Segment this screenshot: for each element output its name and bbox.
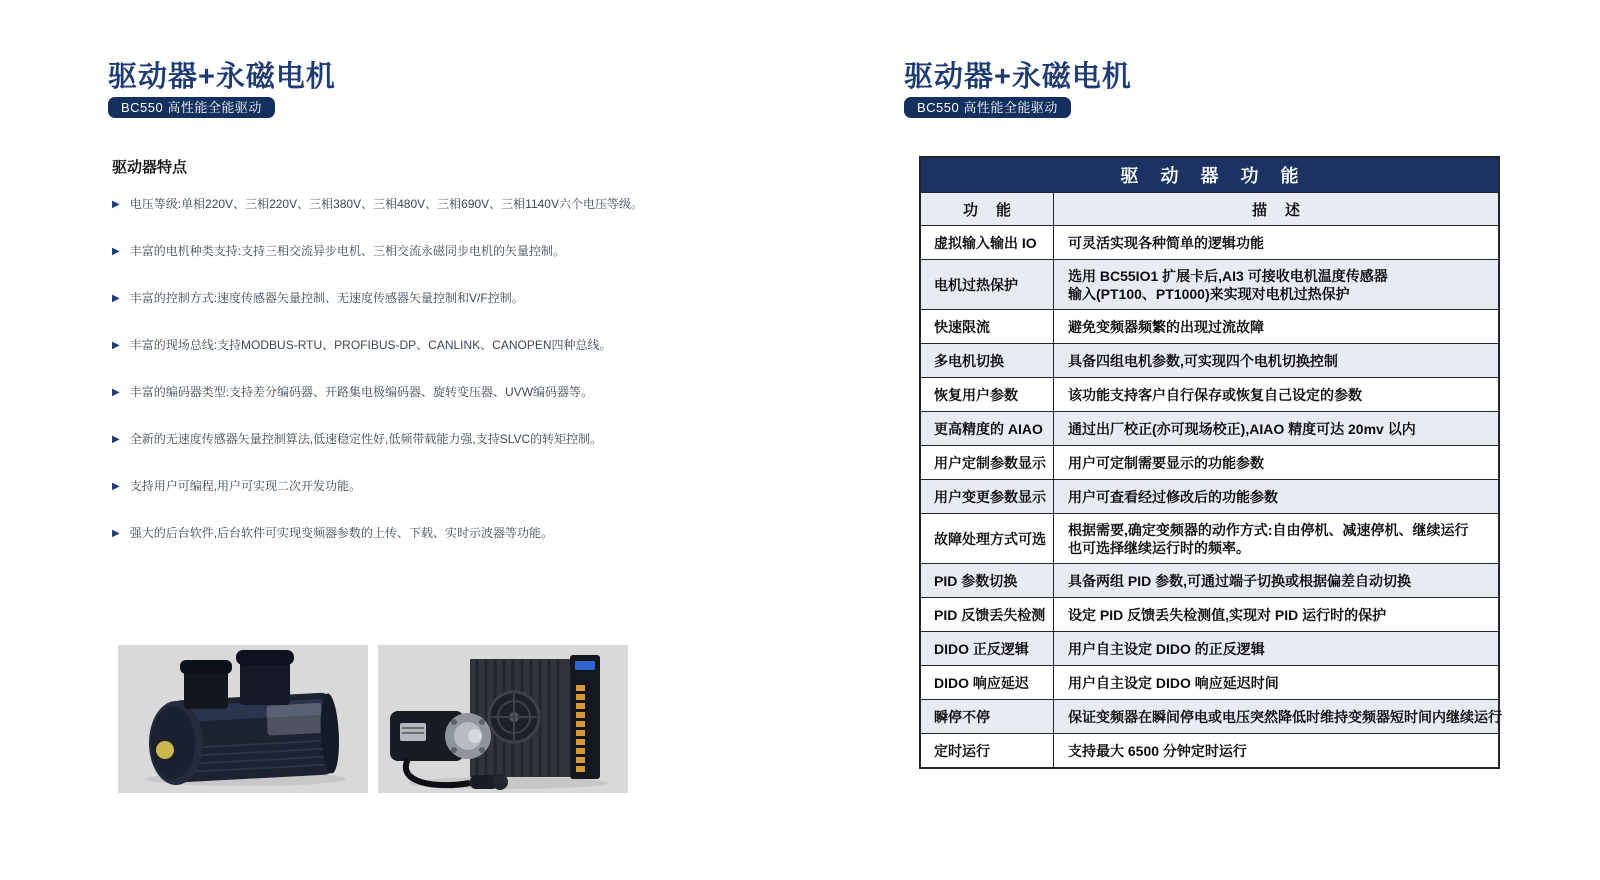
feature-item (112, 197, 672, 212)
function-cell: 故障处理方式可选 (921, 514, 1054, 563)
table-row (921, 513, 1498, 563)
feature-text: 强大的后台软件,后台软件可实现变频器参数的上传、下载、实时示波器等功能。 (129, 526, 554, 540)
triangle-bullet-icon: ▶ (112, 387, 120, 398)
column-header-description: 描述 (1251, 201, 1318, 219)
motor-photo (118, 645, 368, 793)
feature-item (112, 526, 672, 541)
function-cell: PID 参数切换 (921, 564, 1054, 597)
function-cell: PID 反馈丢失检测 (921, 598, 1054, 631)
drive-functions-table (919, 156, 1500, 769)
table-row (921, 225, 1498, 259)
table-title: 驱动器功能 (921, 158, 1498, 192)
feature-text: 全新的无速度传感器矢量控制算法,低速稳定性好,低频带载能力强,支持SLVC的转矩控制。 (129, 432, 603, 446)
description-cell: 具备两组 PID 参数,可通过端子切换或根据偏差自动切换 (1068, 572, 1412, 589)
description-cell: 用户自主设定 DIDO 响应延迟时间 (1068, 674, 1279, 691)
feature-text: 丰富的编码器类型:支持差分编码器、开路集电极编码器、旋转变压器、UVW编码器等。 (129, 385, 594, 399)
triangle-bullet-icon: ▶ (112, 246, 120, 257)
triangle-bullet-icon: ▶ (112, 199, 120, 210)
feature-item (112, 338, 672, 353)
function-cell: 恢复用户参数 (921, 378, 1054, 411)
feature-text: 丰富的电机种类支持:支持三相交流异步电机、三相交流永磁同步电机的矢量控制。 (129, 244, 566, 258)
description-cell: 设定 PID 反馈丢失检测值,实现对 PID 运行时的保护 (1068, 606, 1387, 623)
description-cell: 选用 BC55IO1 扩展卡后,AI3 可接收电机温度传感器 输入(PT100、PT1000)来实现对电机过热保护 (1068, 267, 1388, 302)
triangle-bullet-icon: ▶ (112, 528, 120, 539)
features-list (112, 197, 672, 573)
table-row (921, 597, 1498, 631)
right-page-title: 驱动器+永磁电机 (904, 61, 1132, 93)
description-cell: 支持最大 6500 分钟定时运行 (1068, 742, 1247, 759)
table-row (921, 377, 1498, 411)
feature-item (112, 291, 672, 306)
table-header-row (921, 192, 1498, 225)
motor-drive-photo (378, 645, 628, 793)
function-cell: 虚拟输入输出 IO (921, 226, 1054, 259)
description-cell: 用户可查看经过修改后的功能参数 (1068, 488, 1278, 505)
left-product-badge: BC550 高性能全能驱动 (108, 97, 275, 118)
function-cell: 用户变更参数显示 (921, 480, 1054, 513)
function-cell: 用户定制参数显示 (921, 446, 1054, 479)
table-row (921, 411, 1498, 445)
triangle-bullet-icon: ▶ (112, 293, 120, 304)
function-cell: DIDO 响应延迟 (921, 666, 1054, 699)
left-page-title: 驱动器+永磁电机 (108, 61, 336, 93)
description-cell: 通过出厂校正(亦可现场校正),AIAO 精度可达 20mv 以内 (1068, 420, 1416, 437)
table-body (921, 225, 1502, 767)
table-row (921, 445, 1498, 479)
table-row (921, 309, 1498, 343)
triangle-bullet-icon: ▶ (112, 481, 120, 492)
feature-item (112, 432, 672, 447)
description-cell: 根据需要,确定变频器的动作方式:自由停机、减速停机、继续运行 也可选择继续运行时的频率。 (1068, 521, 1469, 556)
function-cell: 瞬停不停 (921, 700, 1054, 733)
function-cell: 更高精度的 AIAO (921, 412, 1054, 445)
table-row (921, 479, 1498, 513)
triangle-bullet-icon: ▶ (112, 340, 120, 351)
table-row (921, 665, 1498, 699)
feature-text: 丰富的现场总线:支持MODBUS-RTU、PROFIBUS-DP、CANLINK、CANOPEN四种总线。 (129, 338, 612, 352)
function-cell: 电机过热保护 (921, 260, 1054, 309)
description-cell: 保证变频器在瞬间停电或电压突然降低时维持变频器短时间内继续运行 (1068, 708, 1502, 725)
feature-item (112, 244, 672, 259)
features-section-title: 驱动器特点 (112, 159, 188, 176)
feature-text: 丰富的控制方式:速度传感器矢量控制、无速度传感器矢量控制和V/F控制。 (129, 291, 524, 305)
feature-item (112, 479, 672, 494)
feature-item (112, 385, 672, 400)
description-cell: 用户自主设定 DIDO 的正反逻辑 (1068, 640, 1265, 657)
description-cell: 避免变频器频繁的出现过流故障 (1068, 318, 1264, 335)
product-photos (118, 645, 628, 793)
table-row (921, 343, 1498, 377)
table-row (921, 563, 1498, 597)
right-product-badge: BC550 高性能全能驱动 (904, 97, 1071, 118)
feature-text: 支持用户可编程,用户可实现二次开发功能。 (129, 479, 362, 493)
description-cell: 可灵活实现各种简单的逻辑功能 (1068, 234, 1264, 251)
triangle-bullet-icon: ▶ (112, 434, 120, 445)
function-cell: DIDO 正反逻辑 (921, 632, 1054, 665)
function-cell: 快速限流 (921, 310, 1054, 343)
description-cell: 具备四组电机参数,可实现四个电机切换控制 (1068, 352, 1338, 369)
column-header-function: 功能 (921, 193, 1054, 225)
feature-text: 电压等级:单相220V、三相220V、三相380V、三相480V、三相690V、三相1140V六个电压等级。 (129, 197, 643, 211)
table-row (921, 259, 1498, 309)
table-row (921, 699, 1502, 733)
function-cell: 多电机切换 (921, 344, 1054, 377)
table-row (921, 631, 1498, 665)
function-cell: 定时运行 (921, 734, 1054, 767)
description-cell: 该功能支持客户自行保存或恢复自己设定的参数 (1068, 386, 1362, 403)
table-row (921, 733, 1498, 767)
motor-illustration (118, 645, 368, 793)
motor-drive-illustration (378, 645, 628, 793)
description-cell: 用户可定制需要显示的功能参数 (1068, 454, 1264, 471)
